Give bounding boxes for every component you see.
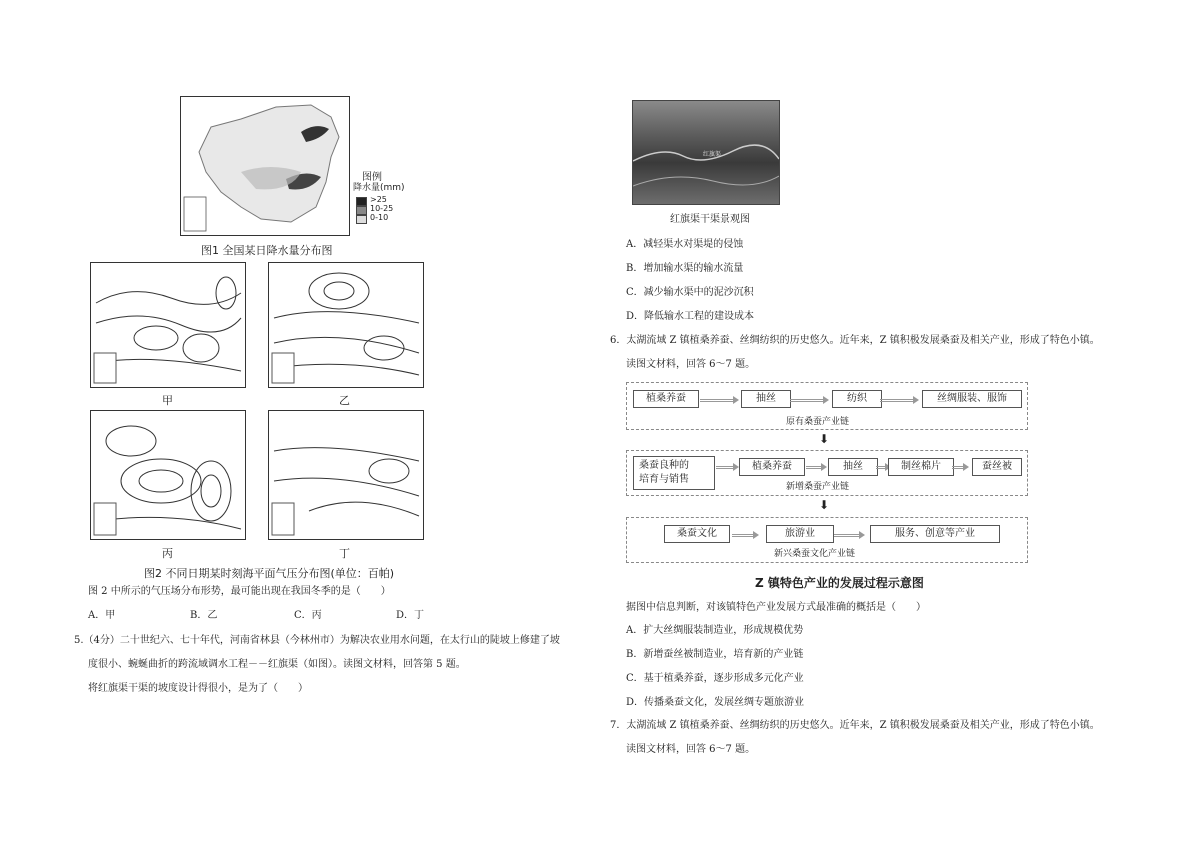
q5-option-d[interactable]: D．降低输水工程的建设成本 — [626, 311, 755, 322]
q7-line2: 读图文材料，回答 6～7 题。 — [626, 744, 756, 755]
panel-label-yi: 乙 — [339, 394, 350, 407]
flow-node-planting-2: 植桑养蚕 — [739, 458, 805, 476]
flow-node-services: 服务、创意等产业 — [870, 525, 1000, 543]
flow-arrow — [700, 399, 734, 402]
flow-node-silk-quilt: 蚕丝被 — [972, 458, 1022, 476]
flow-arrow — [790, 399, 824, 402]
fig1-legend-unit: 降水量(mm) — [353, 183, 405, 193]
q6-option-a[interactable]: A．扩大丝绸服装制造业，形成规模优势 — [626, 625, 804, 636]
fig2-caption: 图2 不同日期某时刻海平面气压分布图(单位：百帕) — [144, 567, 395, 580]
q5-option-a[interactable]: A．减轻渠水对渠堤的侵蚀 — [626, 239, 744, 250]
pressure-map-jia — [90, 262, 246, 388]
q6-option-c[interactable]: C．基于植桑养蚕，逐步形成多元化产业 — [626, 673, 804, 684]
flow-down-arrow: ⬇ — [819, 432, 830, 446]
panel-label-jia: 甲 — [162, 394, 173, 407]
photo-caption: 红旗渠干渠景观图 — [670, 214, 750, 225]
fig1-legend-title: 图例 — [362, 172, 382, 183]
q5-option-c[interactable]: C．减少输水渠中的泥沙沉积 — [626, 287, 754, 298]
flow-node-reeling: 抽丝 — [741, 390, 791, 408]
q6-stem: 据图中信息判断，对该镇特色产业发展方式最准确的概括是（ ） — [626, 602, 926, 613]
legend-label-low: 0-10 — [370, 213, 389, 222]
flow-node-weaving: 纺织 — [832, 390, 882, 408]
q4-option-a[interactable]: A．甲 — [88, 610, 116, 621]
pressure-map-ding — [268, 410, 424, 540]
flow-node-breeding — [633, 456, 715, 490]
q7-line1: 7．太湖流域 Z 镇植桑养蚕、丝绸纺织的历史悠久。近年来，Z 镇积极发展桑蚕及相关产业，形成了特色小镇。 — [610, 720, 1100, 731]
flow-node-breeding-line2: 培育与销售 — [639, 474, 689, 485]
q5-option-b[interactable]: B．增加输水渠的输水流量 — [626, 263, 744, 274]
panel-label-bing: 丙 — [162, 547, 173, 560]
panel-label-ding: 丁 — [339, 547, 350, 560]
flow-row2-label: 新增桑蚕产业链 — [786, 482, 850, 492]
flow-arrow — [716, 466, 734, 469]
q4-stem: 图 2 中所示的气压场分布形势，最可能出现在我国冬季的是（ ） — [88, 586, 391, 597]
flow-node-breeding-line1: 桑蚕良种的 — [639, 460, 689, 471]
flow-arrow — [732, 534, 754, 537]
hongqi-canal-photo — [632, 100, 780, 205]
flow-arrow — [952, 466, 964, 469]
flow-down-arrow: ⬇ — [819, 498, 830, 512]
q5-line3: 将红旗渠干渠的坡度设计得很小，是为了（ ） — [88, 683, 308, 694]
flow-arrow — [880, 399, 914, 402]
q6-option-b[interactable]: B．新增蚕丝被制造业，培育新的产业链 — [626, 649, 804, 660]
q4-option-d[interactable]: D．丁 — [396, 610, 425, 621]
fig1-precipitation-map — [180, 96, 350, 236]
q4-option-b[interactable]: B．乙 — [190, 610, 218, 621]
flow-row1-label: 原有桑蚕产业链 — [786, 417, 850, 427]
legend-swatch-low — [356, 215, 367, 224]
pressure-map-yi — [268, 262, 424, 388]
legend-swatch-high — [356, 197, 367, 206]
q6-option-d[interactable]: D．传播桑蚕文化，发展丝绸专题旅游业 — [626, 697, 805, 708]
q6-line1: 6．太湖流域 Z 镇植桑养蚕、丝绸纺织的历史悠久。近年来，Z 镇积极发展桑蚕及相关产业，形成了特色小镇。 — [610, 335, 1100, 346]
flow-arrow — [834, 534, 860, 537]
flow-arrow — [806, 466, 822, 469]
legend-label-high: >25 — [370, 195, 387, 204]
flow-row3-label: 新兴桑蚕文化产业链 — [774, 549, 856, 559]
flow-diagram-title: Z 镇特色产业的发展过程示意图 — [755, 576, 924, 590]
q5-line1: 5.（4分）二十世纪六、七十年代，河南省林县（今林州市）为解决农业用水问题，在太行山的陡坡上修建了坡 — [74, 635, 560, 646]
flow-node-culture: 桑蚕文化 — [664, 525, 730, 543]
fig1-caption: 图1 全国某日降水量分布图 — [201, 244, 333, 257]
pressure-map-bing — [90, 410, 246, 540]
flow-arrow — [876, 466, 886, 469]
flow-node-planting: 植桑养蚕 — [633, 390, 699, 408]
legend-label-mid: 10-25 — [370, 204, 394, 213]
photo-label: 红旗渠 — [703, 151, 722, 158]
flow-node-clothing: 丝绸服装、服饰 — [922, 390, 1022, 408]
flow-node-tourism: 旅游业 — [766, 525, 834, 543]
q5-line2: 度很小、蜿蜒曲折的跨流域调水工程－－红旗渠（如图）。读图文材料，回答第 5 题。 — [88, 659, 466, 670]
q6-line2: 读图文材料，回答 6～7 题。 — [626, 359, 756, 370]
flow-node-silk-sheet: 制丝棉片 — [888, 458, 954, 476]
legend-swatch-mid — [356, 206, 367, 215]
flow-node-reeling-2: 抽丝 — [828, 458, 878, 476]
q4-option-c[interactable]: C．丙 — [294, 610, 322, 621]
